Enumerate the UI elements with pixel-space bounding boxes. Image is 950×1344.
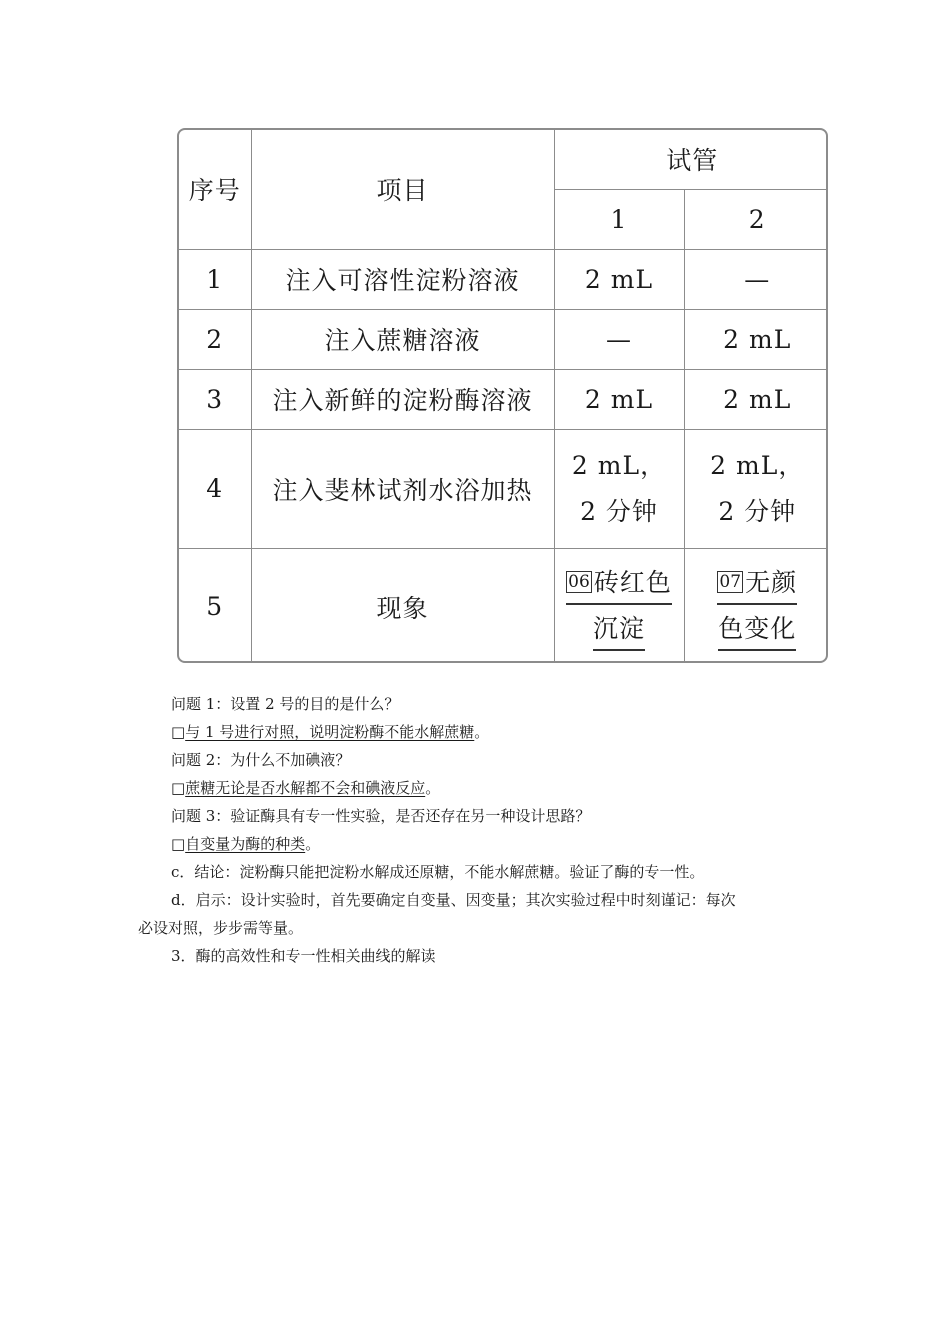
row-tube-1: [554, 429, 684, 548]
answer-2: [138, 774, 818, 802]
answer-text: 蔗糖无论是否水解都不会和碘液反应: [185, 779, 426, 797]
row-tube-2: —: [684, 249, 828, 309]
header-item: 项目: [251, 130, 554, 249]
table-row: [179, 309, 828, 369]
experiment-table-frame: [177, 128, 828, 663]
answer-number-badge: 07: [719, 571, 742, 592]
answer-box: □: [171, 723, 186, 741]
tube-2-time: 2 分钟: [718, 496, 797, 526]
answer-text: 与 1 号进行对照，说明淀粉酶不能水解蔗糖: [185, 723, 475, 741]
row-seq: 4: [179, 429, 251, 548]
answer-line: [717, 563, 797, 605]
question-3: 问题 3：验证酶具有专一性实验，是否还存在另一种设计思路？: [171, 807, 591, 825]
answer-line: 色变化: [718, 609, 796, 651]
answer-box: □: [171, 835, 186, 853]
insight-line-2: 必设对照，步步需等量。: [138, 919, 304, 937]
table-row: [179, 429, 828, 548]
answer-3: [138, 830, 818, 858]
answer-text: 自变量为酶的种类: [185, 835, 306, 853]
row-tube-2: [684, 548, 828, 663]
header-tubes: 试管: [554, 130, 828, 189]
answer-text: 砖红色: [593, 567, 672, 597]
tube-1-time: 2 分钟: [580, 496, 658, 526]
row-tube-1: 2 mL: [554, 369, 684, 429]
table-row: [179, 369, 828, 429]
row-tube-1: 2 mL: [554, 249, 684, 309]
answer-end: 。: [474, 723, 490, 741]
tube-1-volume: 2 mL，: [571, 450, 667, 480]
insight-line-1: d．启示：设计实验时，首先要确定自变量、因变量；其次实验过程中时刻谨记：每次: [171, 891, 736, 909]
header-tube-2: 2: [684, 189, 828, 249]
row-item: 现象: [251, 548, 554, 663]
question-1: 问题 1：设置 2 号的目的是什么？: [171, 695, 400, 713]
answer-text: 无颜: [745, 567, 798, 597]
answer-box: □: [171, 779, 186, 797]
row-item: 注入新鲜的淀粉酶溶液: [251, 369, 554, 429]
answer-line: 沉淀: [593, 609, 645, 651]
header-tube-1: 1: [554, 189, 684, 249]
row-seq: 5: [179, 548, 251, 663]
row-seq: 1: [179, 249, 251, 309]
row-item: 注入斐林试剂水浴加热: [251, 429, 554, 548]
experiment-table: [179, 130, 828, 663]
row-item: 注入可溶性淀粉溶液: [251, 249, 554, 309]
row-seq: 3: [179, 369, 251, 429]
table-row: [179, 249, 828, 309]
conclusion: c．结论：淀粉酶只能把淀粉水解成还原糖，不能水解蔗糖。验证了酶的专一性。: [171, 863, 705, 881]
row-tube-2: 2 mL: [684, 369, 828, 429]
row-tube-2: [684, 429, 828, 548]
row-seq: 2: [179, 309, 251, 369]
row-tube-1: [554, 548, 684, 663]
row-tube-1: —: [554, 309, 684, 369]
row-tube-2: 2 mL: [684, 309, 828, 369]
tube-2-volume: 2 mL，: [710, 450, 805, 480]
answer-1: [138, 718, 818, 746]
answer-end: 。: [305, 835, 321, 853]
answer-line: [566, 563, 672, 605]
question-2: 问题 2：为什么不加碘液？: [171, 751, 351, 769]
answer-number-badge: 06: [568, 571, 590, 592]
section-heading: 3．酶的高效性和专一性相关曲线的解读: [171, 947, 436, 965]
row-item: 注入蔗糖溶液: [251, 309, 554, 369]
header-seq: 序号: [179, 130, 251, 249]
table-row: [179, 548, 828, 663]
answer-end: 。: [425, 779, 441, 797]
explanation-text: [138, 690, 818, 970]
